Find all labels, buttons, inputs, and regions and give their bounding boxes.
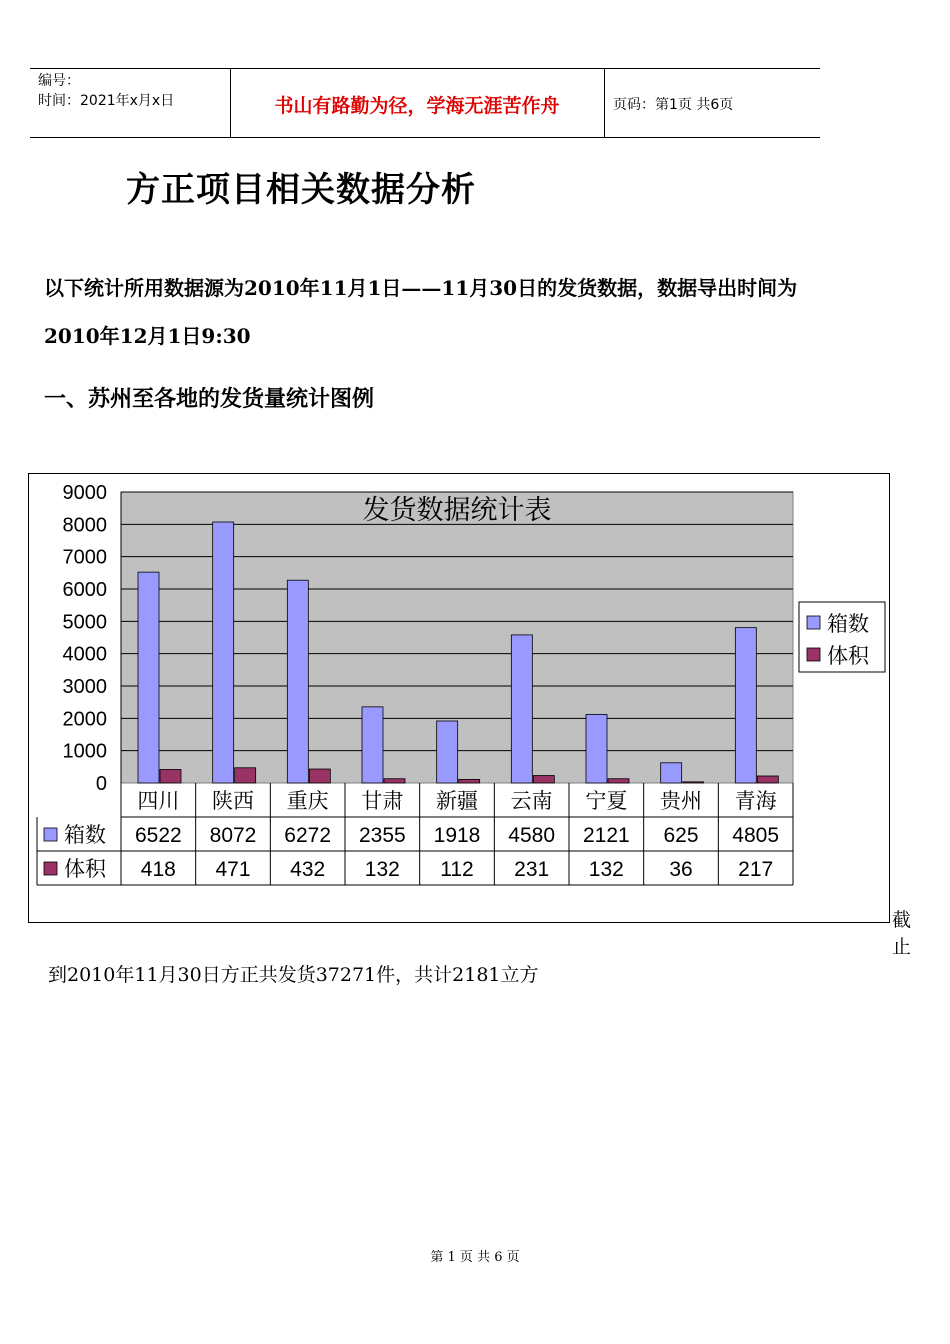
bar-boxes (511, 635, 532, 783)
section-heading: 一、苏州至各地的发货量统计图例 (44, 386, 375, 412)
category-label: 重庆 (286, 790, 329, 813)
bar-volume (235, 768, 256, 783)
page-footer: 第 1 页 共 6 页 (430, 1250, 520, 1265)
header-number: 编号： (38, 73, 80, 89)
y-tick-label: 4000 (62, 643, 107, 666)
data-label: 1918 (433, 824, 481, 847)
legend-swatch (807, 616, 820, 629)
y-tick-label: 6000 (62, 579, 107, 601)
header-motto: 书山有路勤为径，学海无涯苦作舟 (274, 95, 560, 117)
summary-text: 到2010年11月30日方正共发货37271件，共计2181立方 (48, 964, 539, 986)
data-label: 231 (514, 858, 550, 881)
category-label: 甘肃 (361, 790, 404, 813)
data-label: 2355 (358, 824, 406, 847)
y-tick-label: 3000 (62, 676, 107, 698)
data-label: 36 (669, 858, 693, 881)
intro-paragraph: 以下统计所用数据源为2010年11月1日——11月30日的发货数据，数据导出时间为2010年12月1日9:30 (44, 276, 798, 348)
legend-label: 体积 (827, 645, 869, 668)
category-label: 贵州 (660, 790, 702, 813)
header-divider (604, 69, 605, 137)
category-label: 云南 (510, 790, 553, 813)
header-date: 时间：2021年x月x日 (38, 93, 175, 109)
y-tick-label: 5000 (62, 611, 107, 634)
y-tick-label: 9000 (62, 482, 107, 504)
y-tick-label: 8000 (62, 514, 107, 537)
data-label: 132 (588, 858, 624, 881)
data-label: 2121 (582, 824, 630, 847)
category-label: 四川 (137, 790, 180, 813)
table-series-key (44, 828, 57, 841)
bar-boxes (437, 721, 458, 783)
data-label: 471 (215, 858, 251, 881)
category-label: 青海 (734, 790, 777, 813)
bar-volume (309, 769, 330, 783)
header-meta (38, 71, 228, 111)
document-title: 方正项目相关数据分析 (126, 170, 476, 210)
data-label: 418 (140, 858, 176, 881)
data-label: 8072 (209, 824, 257, 847)
category-label: 宁夏 (585, 790, 628, 813)
bar-volume (533, 776, 554, 783)
data-label: 6272 (284, 824, 332, 847)
category-label: 新疆 (436, 790, 478, 813)
legend-swatch (807, 648, 820, 661)
bar-volume (160, 769, 181, 783)
bar-boxes (287, 580, 308, 783)
data-label: 4805 (732, 824, 780, 847)
bar-volume (683, 782, 704, 783)
bar-boxes (735, 628, 756, 783)
data-label: 112 (440, 858, 474, 881)
data-label: 6522 (134, 824, 182, 847)
y-tick-label: 2000 (62, 708, 107, 731)
table-series-key (44, 862, 57, 875)
table-series-name: 箱数 (64, 824, 106, 847)
y-tick-label: 1000 (62, 740, 107, 763)
bar-volume (608, 779, 629, 783)
tail-text: 截 止 (892, 909, 922, 958)
bar-volume (384, 779, 405, 783)
legend-label: 箱数 (827, 613, 869, 636)
bar-boxes (661, 763, 682, 783)
data-label: 432 (290, 858, 326, 881)
chart-frame (28, 473, 890, 923)
header-page-number: 页码：第1页 共6页 (613, 97, 734, 113)
chart-title: 发货数据统计表 (362, 495, 552, 525)
table-series-name: 体积 (64, 858, 106, 881)
bar-volume (757, 776, 778, 783)
data-label: 132 (364, 858, 400, 881)
shipment-bar-chart (29, 474, 889, 922)
bar-boxes (138, 572, 159, 783)
category-label: 陕西 (212, 790, 254, 813)
y-tick-label: 0 (95, 773, 107, 795)
bar-volume (459, 779, 480, 783)
data-label: 217 (738, 858, 774, 881)
data-label: 625 (663, 824, 699, 847)
bar-boxes (586, 714, 607, 783)
bar-boxes (213, 522, 234, 783)
data-label: 4580 (508, 824, 556, 847)
page-header (30, 68, 820, 138)
y-tick-label: 7000 (62, 546, 107, 569)
bar-boxes (362, 707, 383, 783)
